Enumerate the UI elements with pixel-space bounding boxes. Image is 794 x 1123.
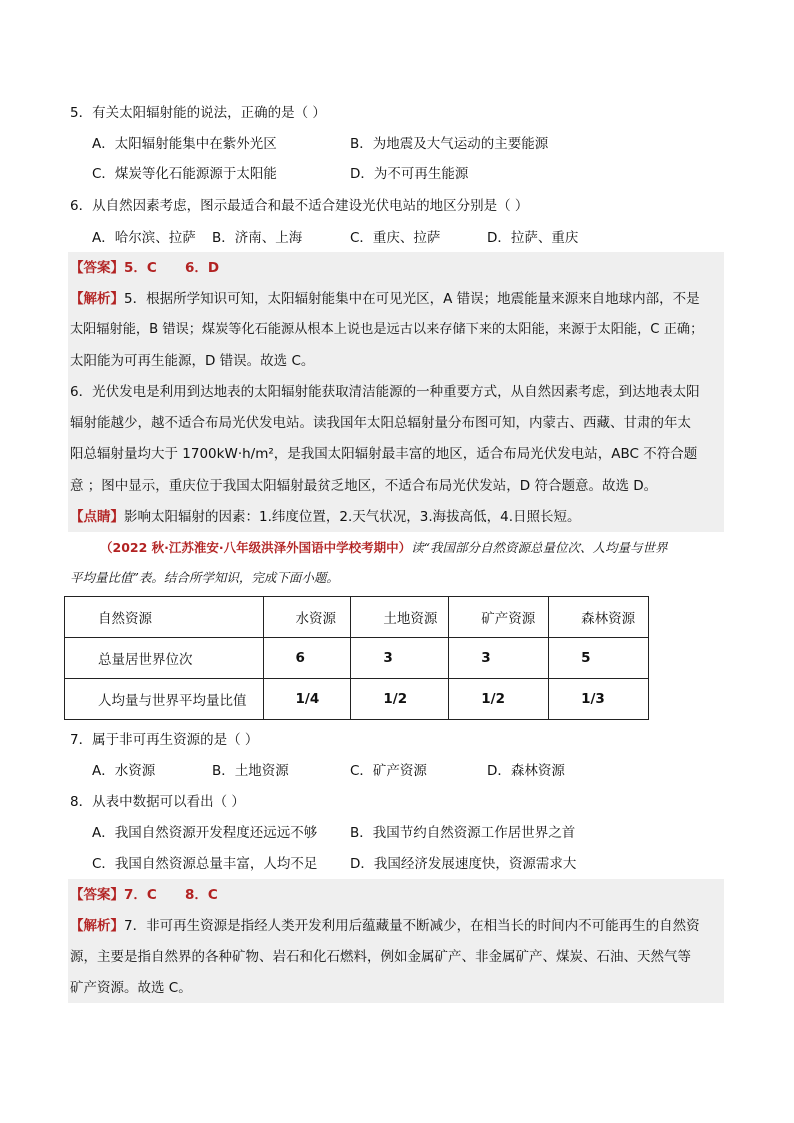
explanation-line-6: 阳总辐射量均大于 1700kW·h/m²，是我国太阳辐射最丰富的地区，适合布局光伏发电站，ABC 不符合题 bbox=[70, 446, 698, 462]
table-header-cell: 矿产资源 bbox=[449, 597, 549, 638]
question-5-option-d: D．为不可再生能源 bbox=[350, 166, 469, 182]
table-cell: 1/4 bbox=[263, 679, 351, 720]
explanation-tag: 【解析】 bbox=[70, 291, 124, 307]
question-8-option-c: C．我国自然资源总量丰富，人均不足 bbox=[92, 856, 318, 872]
table-row bbox=[65, 638, 649, 679]
question-5-option-c: C．煤炭等化石能源源于太阳能 bbox=[92, 166, 277, 182]
answer-tag: 【答案】 bbox=[70, 887, 124, 903]
question-6-option-d: D．拉萨、重庆 bbox=[487, 230, 579, 246]
resource-table bbox=[64, 596, 649, 720]
explanation-line-3: 太阳能为可再生能源，D 错误。故选 C。 bbox=[70, 353, 315, 369]
question-7-option-a: A．水资源 bbox=[92, 763, 156, 779]
question-7-option-b: B．土地资源 bbox=[212, 763, 289, 779]
explanation-text: 7．非可再生资源是指经人类开发利用后蕴藏量不断减少，在相当长的时间内不可能再生的自然资 bbox=[124, 918, 700, 934]
question-7-option-c: C．矿产资源 bbox=[350, 763, 427, 779]
answer-text: 7．C 8．C bbox=[124, 887, 218, 903]
question-5-option-b: B．为地震及大气运动的主要能源 bbox=[350, 136, 549, 152]
explanation-tag: 【解析】 bbox=[70, 918, 124, 934]
table-header-cell: 水资源 bbox=[263, 597, 351, 638]
explanation-line-1 bbox=[70, 289, 700, 309]
answer-tag: 【答案】 bbox=[70, 260, 124, 276]
explanation-line-7: 意 ；图中显示，重庆位于我国太阳辐射最贫乏地区，不适合布局光伏发站，D 符合题意。故选 D。 bbox=[70, 478, 658, 494]
explanation-line-9: 源，主要是指自然界的各种矿物、岩石和化石燃料，例如金属矿产、非金属矿产、煤炭、石油、天然气等 bbox=[70, 949, 691, 965]
question-6-stem: 6．从自然因素考虑，图示最适合和最不适合建设光伏电站的地区分别是（ ） bbox=[70, 198, 529, 214]
question-5-stem: 5．有关太阳辐射能的说法，正确的是（ ） bbox=[70, 105, 326, 121]
question-6-option-c: C．重庆、拉萨 bbox=[350, 230, 441, 246]
question-8-option-d: D．我国经济发展速度快，资源需求大 bbox=[350, 856, 577, 872]
question-6-option-a: A．哈尔滨、拉萨 bbox=[92, 230, 196, 246]
table-header-cell: 自然资源 bbox=[65, 597, 264, 638]
table-header-cell: 森林资源 bbox=[549, 597, 649, 638]
table-cell: 总量居世界位次 bbox=[65, 638, 264, 679]
table-header-row bbox=[65, 597, 649, 638]
answer-line-1 bbox=[70, 258, 219, 278]
table-cell: 1/2 bbox=[351, 679, 449, 720]
explanation-line-10: 矿产资源。故选 C。 bbox=[70, 980, 192, 996]
table-cell: 1/2 bbox=[449, 679, 549, 720]
table-cell: 1/3 bbox=[549, 679, 649, 720]
explanation-line-4: 6．光伏发电是利用到达地表的太阳辐射能获取清洁能源的一种重要方式，从自然因素考虑，到达地表太阳 bbox=[70, 384, 700, 400]
intro-text-2: 平均量比值”表。结合所学知识，完成下面小题。 bbox=[70, 570, 339, 585]
table-row bbox=[65, 679, 649, 720]
question-7-stem: 7．属于非可再生资源的是（ ） bbox=[70, 732, 259, 748]
question-5-option-a: A．太阳辐射能集中在紫外光区 bbox=[92, 136, 277, 152]
table-cell: 3 bbox=[449, 638, 549, 679]
table-header-cell: 土地资源 bbox=[351, 597, 449, 638]
explanation-line-2: 太阳辐射能，B 错误；煤炭等化石能源从根本上说也是远古以来存储下来的太阳能，来源于太阳能，C 正确； bbox=[70, 322, 704, 337]
table-cell: 6 bbox=[263, 638, 351, 679]
explanation-line-8 bbox=[70, 916, 700, 936]
table-cell: 5 bbox=[549, 638, 649, 679]
question-7-option-d: D．森林资源 bbox=[487, 763, 565, 779]
table-cell: 人均量与世界平均量比值 bbox=[65, 679, 264, 720]
question-6-option-b: B．济南、上海 bbox=[212, 230, 303, 246]
question-8-option-b: B．我国节约自然资源工作居世界之首 bbox=[350, 825, 576, 841]
key-point-line bbox=[70, 507, 581, 527]
intro-text-1: 读“我国部分自然资源总量位次、人均量与世界 bbox=[411, 540, 668, 555]
question-source: （2022 秋·江苏淮安·八年级洪泽外国语中学校考期中） bbox=[100, 540, 412, 555]
explanation-line-5: 辐射能越少，越不适合布局光伏发电站。读我国年太阳总辐射量分布图可知，内蒙古、西藏、甘肃的年太 bbox=[70, 415, 691, 431]
question-8-stem: 8．从表中数据可以看出（ ） bbox=[70, 794, 245, 810]
table-cell: 3 bbox=[351, 638, 449, 679]
key-point-text: 影响太阳辐射的因素：1.纬度位置，2.天气状况，3.海拔高低，4.日照长短。 bbox=[124, 509, 581, 525]
question-8-option-a: A．我国自然资源开发程度还远远不够 bbox=[92, 825, 318, 841]
answer-line-2 bbox=[70, 885, 218, 905]
question-source-line bbox=[100, 538, 668, 558]
answer-text: 5．C 6．D bbox=[124, 260, 220, 276]
key-point-tag: 【点睛】 bbox=[70, 509, 124, 525]
explanation-text: 5．根据所学知识可知，太阳辐射能集中在可见光区，A 错误；地震能量来源来自地球内部，不是 bbox=[124, 291, 700, 307]
